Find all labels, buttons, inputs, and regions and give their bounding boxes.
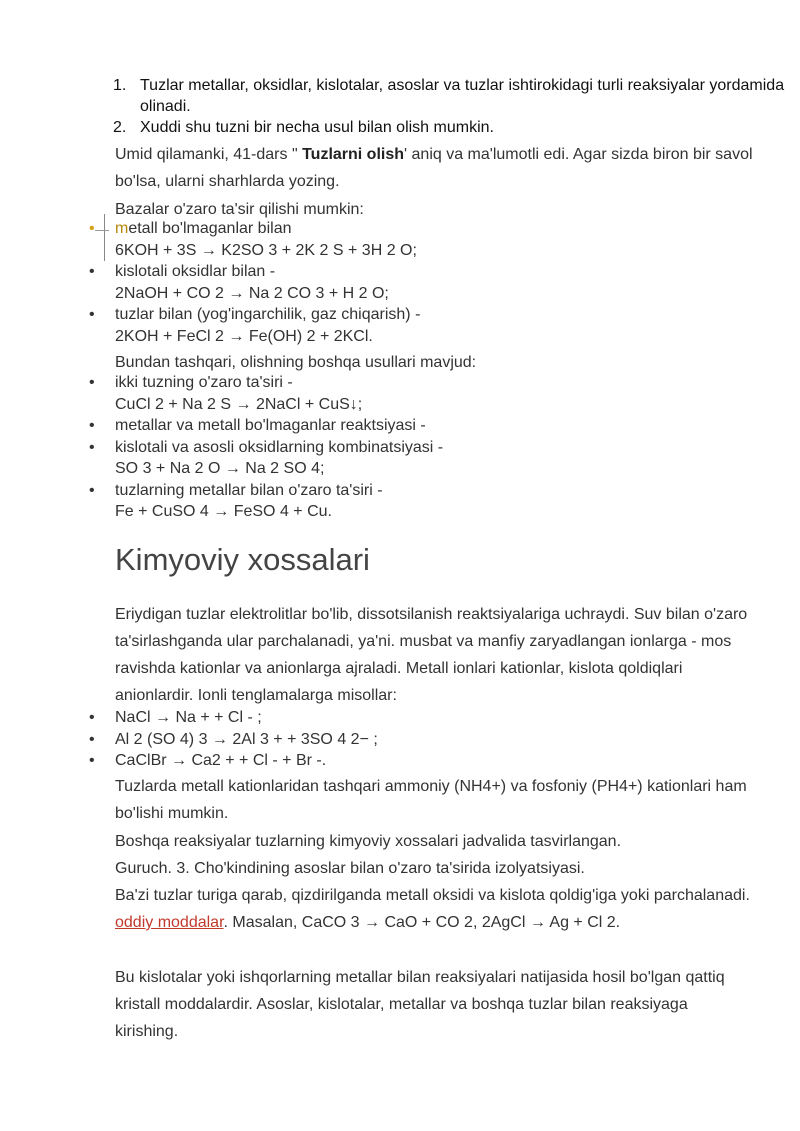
final-paragraph: Bu kislotalar yoki ishqorlarning metallar bilan reaksiyalari natijasida hosil bo'lgan qattiq kristall moddalardir. Asoslar, kislotalar, metallar va boshqa tuzlar bilan reaksiyaga kirishing. [115, 969, 725, 1040]
equation: 6KOH + 3S → K2SO 3 + 2K 2 S + 3H 2 O; [115, 241, 417, 259]
ion-equation: CaClBr → Ca2 + + Cl - + Br -. [115, 752, 327, 769]
ion-examples-list [0, 707, 800, 772]
equation: CuCl 2 + Na 2 S → 2NaCl + CuS↓; [115, 395, 363, 413]
equation: 2NaOH + CO 2 → Na 2 CO 3 + H 2 O; [115, 284, 389, 302]
list-item [0, 750, 800, 772]
other-methods-heading: Bundan tashqari, olishning boshqa usullari mavjud: [115, 354, 477, 371]
intro-text-after: ' aniq va ma'lumotli edi. Agar sizda biron bir savol bo'lsa, ularni sharhlarda yozing. [115, 146, 753, 190]
ammonium-paragraph: Tuzlarda metall kationlaridan tashqari ammoniy (NH4+) va fosfoniy (PH4+) kationlari ham bo'lishi mumkin. [115, 778, 747, 822]
decomposition-paragraph [115, 882, 755, 936]
list-item-label: tuzlarning metallar bilan o'zaro ta'siri - [115, 481, 383, 499]
bullet: • [89, 481, 95, 499]
intro-paragraph [115, 141, 755, 195]
list-item [0, 261, 800, 304]
list-item [0, 707, 800, 729]
list-item-label: ikki tuzning o'zaro ta'siri - [115, 374, 293, 391]
list-item [0, 304, 800, 347]
section-paragraph: Eriydigan tuzlar elektrolitlar bo'lib, dissotsilanish reaktsiyalariga uchraydi. Suv bilan o'zaro ta'sirlashganda ular parchalanadi, ya'ni. musbat va manfiy zaryadlangan ionlarga - mos ravishda kationlar va anionlarga ajraladi. Metall ionlari kationlar, kislota qoldiqlari anionlardir. Ionli tenglamalarga misollar: [115, 606, 748, 704]
section-title: Kimyoviy xossalari [115, 542, 370, 577]
list-item-label: metallar va metall bo'lmaganlar reaktsiyasi - [115, 417, 426, 434]
decomposition-text-before: Ba'zi tuzlar turiga qarab, qizdirilganda metall oksidi va kislota qoldig'iga yoki parchalanadi. [115, 887, 750, 904]
list-number: 1. [113, 77, 127, 94]
list-item [0, 729, 800, 751]
ion-equation: NaCl → Na + + Cl - ; [115, 709, 262, 726]
bases-heading: Bazalar o'zaro ta'sir qilishi mumkin: [115, 201, 364, 218]
equation: SO 3 + Na 2 O → Na 2 SO 4; [115, 460, 325, 477]
decomposition-text-after: . Masalan, CaCO 3 → CaO + CO 2, 2AgCl → Ag + Cl 2. [223, 914, 621, 931]
bullet: • [89, 709, 95, 726]
equation: Fe + CuSO 4 → FeSO 4 + Cu. [115, 503, 332, 520]
bullet: • [89, 730, 95, 748]
ordered-list-item [0, 117, 800, 138]
highlighted-char: m [115, 220, 129, 237]
bullet: • [89, 417, 95, 434]
table-reference-paragraph: Boshqa reaksiyalar tuzlarning kimyoviy xossalari jadvalida tasvirlangan. [115, 833, 622, 850]
ion-equation: Al 2 (SO 4) 3 → 2Al 3 + + 3SO 4 2− ; [115, 730, 378, 748]
list-item [0, 437, 800, 480]
list-item-label [115, 218, 800, 240]
list-item [0, 218, 800, 261]
list-item-label: kislotali va asosli oksidlarning kombinatsiyasi - [115, 438, 444, 456]
figure-caption-paragraph: Guruch. 3. Cho'kindining asoslar bilan o'zaro ta'sirida izolyatsiyasi. [115, 860, 585, 877]
list-item [0, 480, 800, 523]
ordered-list-item [0, 75, 800, 117]
bullet: • [89, 220, 95, 237]
intro-bold-link: Tuzlarni olish [302, 146, 405, 163]
list-item-label: kislotali oksidlar bilan - [115, 263, 276, 280]
simple-substances-link[interactable]: oddiy moddalar [115, 914, 224, 931]
bullet: • [89, 263, 95, 280]
bullet: • [89, 752, 95, 769]
list-item [0, 372, 800, 415]
list-item-text: Tuzlar metallar, oksidlar, kislotalar, asoslar va tuzlar ishtirokidagi turli reaksiyalar yordamida olinadi. [140, 77, 785, 115]
bullet: • [89, 374, 95, 391]
list-item-label: tuzlar bilan (yog'ingarchilik, gaz chiqarish) - [115, 306, 421, 323]
list-number: 2. [113, 119, 127, 136]
bullet: • [89, 438, 95, 456]
other-methods-list [0, 372, 800, 523]
list-item-label-rest: etall bo'lmaganlar bilan [128, 220, 292, 237]
intro-text-before: Umid qilamanki, 41-dars " [115, 146, 303, 163]
bases-list [0, 218, 800, 347]
list-item [0, 415, 800, 437]
equation: 2KOH + FeCl 2 → Fe(OH) 2 + 2KCl. [115, 327, 373, 345]
list-item-text: Xuddi shu tuzni bir necha usul bilan olish mumkin. [140, 119, 494, 136]
bullet: • [89, 306, 95, 323]
ordered-list [0, 75, 800, 138]
